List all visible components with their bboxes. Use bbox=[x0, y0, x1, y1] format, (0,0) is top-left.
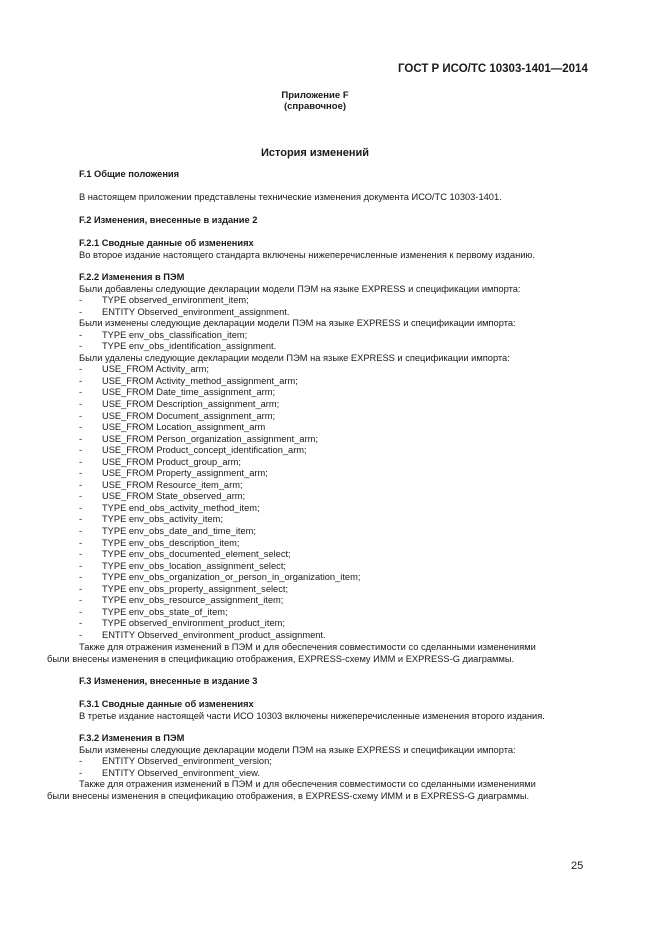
changed-list bbox=[79, 330, 599, 353]
list-item bbox=[79, 503, 599, 515]
list-marker: - bbox=[79, 295, 83, 306]
section-f1-heading: F.1 Общие положения bbox=[79, 169, 180, 179]
section-f21-text: Во второе издание настоящего стандарта включены нижеперечисленные изменения к первому изданию. bbox=[79, 249, 535, 260]
list-item-text: TYPE env_obs_classification_item; bbox=[102, 329, 248, 340]
list-marker: - bbox=[79, 583, 83, 594]
list-item bbox=[79, 549, 599, 561]
list-item bbox=[79, 480, 599, 492]
list-item bbox=[79, 514, 599, 526]
list-marker: - bbox=[79, 572, 83, 583]
list-item bbox=[79, 584, 599, 596]
list-item bbox=[79, 411, 599, 423]
added-intro: Были добавлены следующие декларации модели ПЭМ на языке EXPRESS и спецификации импорта: bbox=[79, 283, 521, 294]
list-item-text: TYPE env_obs_organization_or_person_in_organization_item; bbox=[102, 572, 361, 583]
list-item-text: ENTITY Observed_environment_assignment. bbox=[102, 306, 290, 317]
list-item-text: TYPE env_obs_resource_assignment_item; bbox=[102, 595, 284, 606]
list-item bbox=[79, 457, 599, 469]
list-item bbox=[79, 295, 599, 307]
list-marker: - bbox=[79, 502, 83, 513]
paragraph-line: Также для отражения изменений в ПЭМ и для обеспечения совместимости со сделанными изменениями bbox=[79, 642, 536, 652]
appendix-subtitle: (справочное) bbox=[283, 101, 347, 112]
f32-changed-intro: Были изменены следующие декларации модели ПЭМ на языке EXPRESS и спецификации импорта: bbox=[79, 744, 516, 755]
section-f1 bbox=[79, 169, 599, 181]
list-item-text: USE_FROM Activity_method_assignment_arm; bbox=[102, 375, 298, 386]
section-f32-heading: F.3.2 Изменения в ПЭМ bbox=[79, 733, 185, 743]
list-marker: - bbox=[79, 756, 83, 767]
list-marker: - bbox=[79, 387, 83, 398]
section-f31 bbox=[79, 699, 599, 722]
list-item bbox=[79, 561, 599, 573]
list-item-text: TYPE observed_environment_item; bbox=[102, 295, 249, 306]
section-f32 bbox=[79, 733, 599, 779]
list-item-text: TYPE env_obs_property_assignment_select; bbox=[102, 583, 289, 594]
list-item-text: USE_FROM Resource_item_arm; bbox=[102, 479, 243, 490]
list-item bbox=[79, 526, 599, 538]
list-marker: - bbox=[79, 364, 83, 375]
list-marker: - bbox=[79, 445, 83, 456]
list-marker: - bbox=[79, 514, 83, 525]
list-item bbox=[79, 630, 599, 642]
list-marker: - bbox=[79, 329, 83, 340]
list-marker: - bbox=[79, 468, 83, 479]
list-marker: - bbox=[79, 375, 83, 386]
list-item bbox=[79, 756, 599, 768]
section-f22 bbox=[79, 272, 599, 642]
list-marker: - bbox=[79, 560, 83, 571]
list-marker: - bbox=[79, 422, 83, 433]
list-item-text: TYPE env_obs_location_assignment_select; bbox=[102, 560, 286, 571]
list-marker: - bbox=[79, 341, 83, 352]
section-f22-heading: F.2.2 Изменения в ПЭМ bbox=[79, 272, 185, 282]
list-item bbox=[79, 595, 599, 607]
appendix-heading bbox=[0, 90, 630, 112]
list-marker: - bbox=[79, 399, 83, 410]
list-item bbox=[79, 434, 599, 446]
list-marker: - bbox=[79, 537, 83, 548]
list-marker: - bbox=[79, 595, 83, 606]
list-item-text: USE_FROM Property_assignment_arm; bbox=[102, 468, 268, 479]
paragraph-line: Также для отражения изменений в ПЭМ и для обеспечения совместимости со сделанными изменениями bbox=[79, 779, 536, 789]
section-f31-text: В третье издание настоящей части ИСО 10303 включены нижеперечисленные изменения второго издания. bbox=[79, 710, 545, 721]
list-marker: - bbox=[79, 479, 83, 490]
paragraph-line: были внесены изменения в спецификацию отображения, в EXPRESS-схему ИММ и в EXPRESS-G диаграммы. bbox=[47, 790, 530, 801]
list-marker: - bbox=[79, 606, 83, 617]
list-item-text: USE_FROM Location_assignment_arm bbox=[102, 422, 266, 433]
list-item bbox=[79, 572, 599, 584]
section-f3-heading: F.3 Изменения, внесенные в издание 3 bbox=[79, 676, 258, 686]
standard-code-header: ГОСТ Р ИСО/ТС 10303-1401—2014 bbox=[398, 63, 588, 75]
list-item-text: TYPE env_obs_date_and_time_item; bbox=[102, 526, 257, 537]
history-title: История изменений bbox=[260, 147, 370, 159]
list-marker: - bbox=[79, 618, 83, 629]
list-item bbox=[79, 618, 599, 630]
list-item bbox=[79, 341, 599, 353]
list-marker: - bbox=[79, 526, 83, 537]
list-item bbox=[79, 768, 599, 780]
list-item-text: ENTITY Observed_environment_version; bbox=[102, 756, 272, 767]
list-item-text: ENTITY Observed_environment_view. bbox=[102, 767, 260, 778]
list-item bbox=[79, 376, 599, 388]
section-f31-heading: F.3.1 Сводные данные об изменениях bbox=[79, 699, 254, 709]
list-marker: - bbox=[79, 456, 83, 467]
list-item-text: USE_FROM Product_concept_identification_arm; bbox=[102, 445, 307, 456]
paragraph-line: были внесены изменения в спецификацию отображения, EXPRESS-схему ИММ и EXPRESS-G диаграммы. bbox=[47, 653, 515, 664]
list-marker: - bbox=[79, 549, 83, 560]
list-marker: - bbox=[79, 410, 83, 421]
section-f3 bbox=[79, 676, 599, 688]
list-item bbox=[79, 422, 599, 434]
list-marker: - bbox=[79, 306, 83, 317]
list-marker: - bbox=[79, 767, 83, 778]
list-item-text: TYPE env_obs_identification_assignment. bbox=[102, 341, 277, 352]
removed-list bbox=[79, 364, 599, 641]
list-item-text: TYPE end_obs_activity_method_item; bbox=[102, 502, 260, 513]
list-item-text: ENTITY Observed_environment_product_assignment. bbox=[102, 629, 326, 640]
list-item-text: USE_FROM Description_assignment_arm; bbox=[102, 399, 280, 410]
list-item bbox=[79, 307, 599, 319]
section-f21-heading: F.2.1 Сводные данные об изменениях bbox=[79, 238, 254, 248]
list-item bbox=[79, 330, 599, 342]
list-item bbox=[79, 399, 599, 411]
list-item bbox=[79, 387, 599, 399]
list-item-text: USE_FROM State_observed_arm; bbox=[102, 491, 246, 502]
list-marker: - bbox=[79, 491, 83, 502]
f32-changed-list bbox=[79, 756, 599, 779]
section-f32-paragraph bbox=[47, 779, 599, 802]
list-item-text: TYPE env_obs_activity_item; bbox=[102, 514, 223, 525]
list-item-text: USE_FROM Activity_arm; bbox=[102, 364, 209, 375]
removed-intro: Были удалены следующие декларации модели ПЭМ на языке EXPRESS и спецификации импорта: bbox=[79, 352, 510, 363]
section-f21 bbox=[79, 238, 599, 261]
list-item-text: USE_FROM Person_organization_assignment_arm; bbox=[102, 433, 318, 444]
list-marker: - bbox=[79, 433, 83, 444]
list-item-text: USE_FROM Document_assignment_arm; bbox=[102, 410, 276, 421]
section-f1-text: В настоящем приложении представлены технические изменения документа ИСО/ТС 10303-1401. bbox=[79, 192, 502, 202]
list-item bbox=[79, 538, 599, 550]
list-item-text: TYPE env_obs_documented_element_select; bbox=[102, 549, 291, 560]
list-item bbox=[79, 468, 599, 480]
section-f2 bbox=[79, 215, 599, 227]
changed-intro: Были изменены следующие декларации модели ПЭМ на языке EXPRESS и спецификации импорта: bbox=[79, 318, 516, 329]
section-f22-paragraph bbox=[47, 642, 599, 665]
added-list bbox=[79, 295, 599, 318]
list-item-text: TYPE env_obs_description_item; bbox=[102, 537, 240, 548]
list-item bbox=[79, 607, 599, 619]
list-item bbox=[79, 491, 599, 503]
list-item bbox=[79, 445, 599, 457]
list-item-text: TYPE observed_environment_product_item; bbox=[102, 618, 285, 629]
list-item-text: USE_FROM Product_group_arm; bbox=[102, 456, 241, 467]
section-f2-heading: F.2 Изменения, внесенные в издание 2 bbox=[79, 215, 258, 225]
page-number: 25 bbox=[571, 860, 584, 872]
list-item-text: USE_FROM Date_time_assignment_arm; bbox=[102, 387, 276, 398]
list-item bbox=[79, 364, 599, 376]
section-f1-body bbox=[79, 192, 599, 204]
appendix-title: Приложение F bbox=[281, 90, 349, 101]
list-item-text: TYPE env_obs_state_of_item; bbox=[102, 606, 228, 617]
list-marker: - bbox=[79, 629, 83, 640]
